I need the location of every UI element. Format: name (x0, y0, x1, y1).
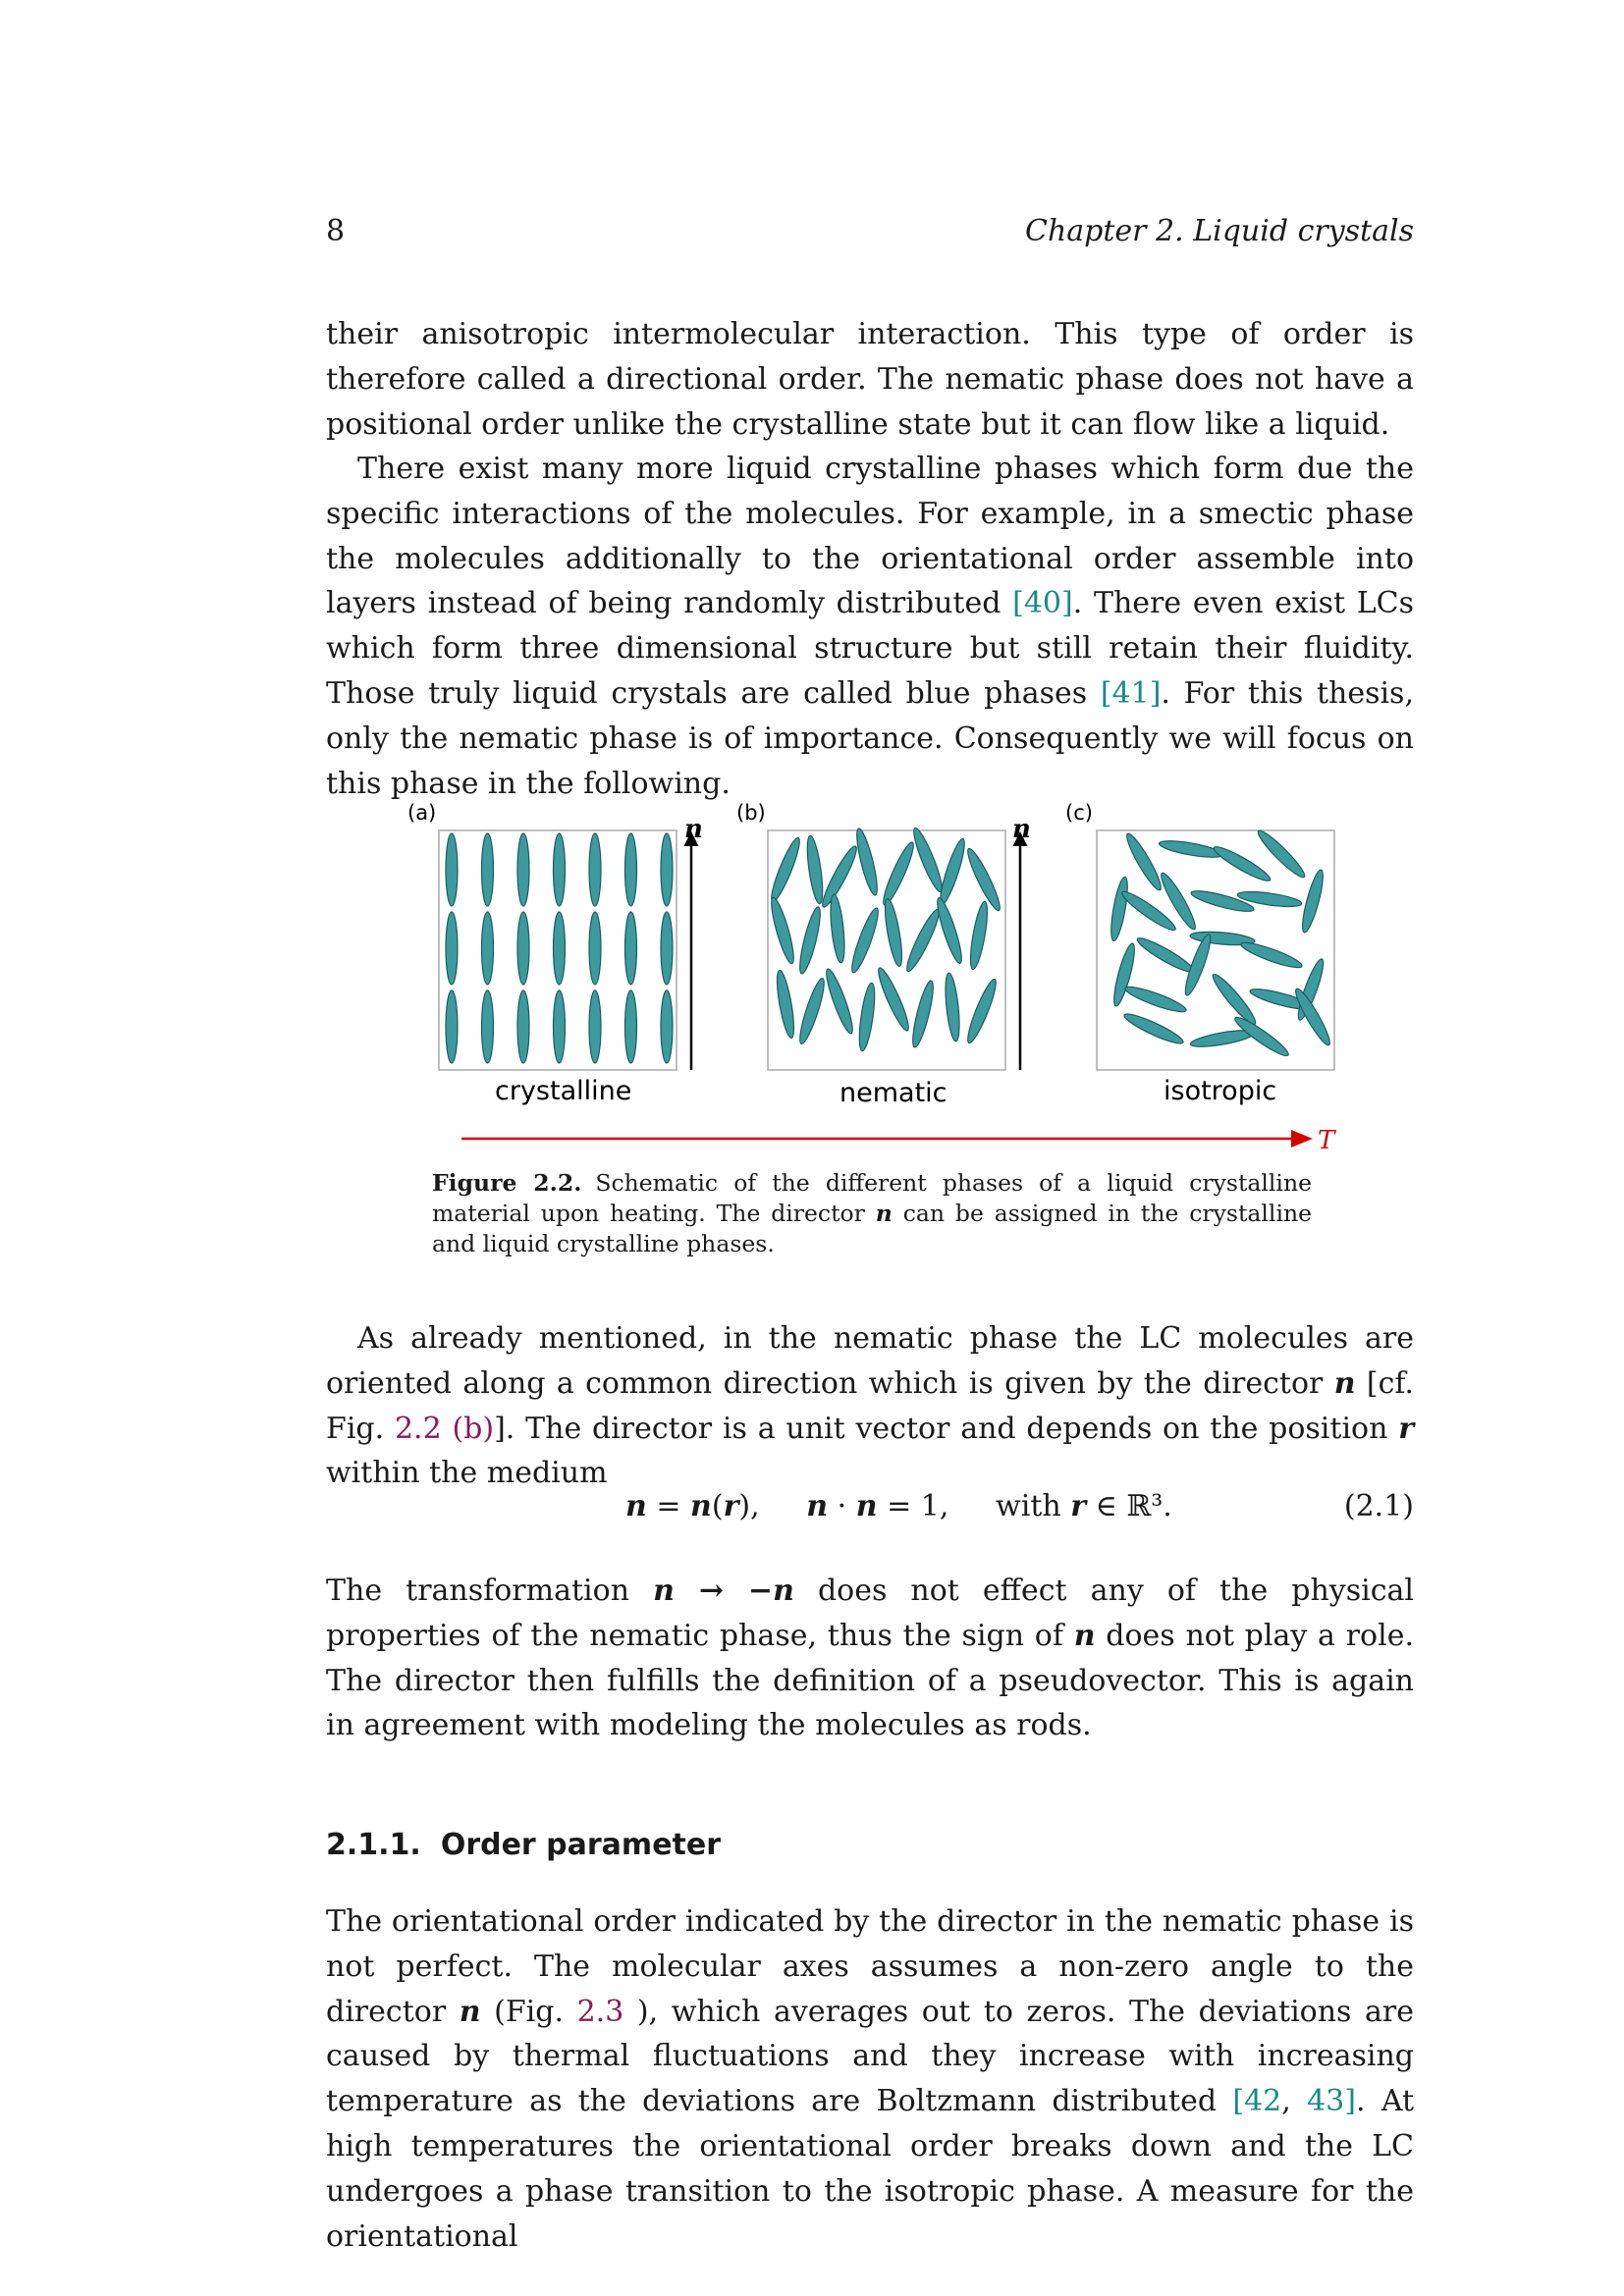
section-number: 2.1.1. (326, 1828, 421, 1862)
molecule-crystalline (554, 990, 566, 1063)
paragraph-4-text-c: does not play a role. The director then fulfills the definition of a pseudovector. This is again in agreement with modeling the molecules as rods. (326, 1618, 1414, 1743)
molecule-nematic (936, 837, 968, 906)
paragraph-5-text-d: . At high temperatures the orientational order breaks down and the LC undergoes a phase transition to the isotropic phase. A measure for the orientational (326, 2084, 1415, 2254)
molecule-nematic (879, 840, 917, 908)
molecule-crystalline (446, 833, 458, 906)
molecule-nematic (853, 828, 882, 897)
molecule-nematic (804, 835, 826, 905)
molecule-crystalline (589, 990, 601, 1063)
molecule-crystalline (482, 990, 494, 1063)
equation-2-1 (326, 1484, 1414, 1529)
running-title: Chapter 2. Liquid crystals (1024, 214, 1414, 248)
molecule-nematic (909, 980, 938, 1049)
paragraph-2-text-a: There exist many more liquid crystalline phases which form due the specific interactions of the molecules. For example, in a smectic phase the molecules additionally to the orientational order assemble into layers instead of being randomly distributed (326, 452, 1414, 621)
director-label-a: n (684, 815, 703, 844)
citation-separator: , (1281, 2084, 1308, 2119)
molecule-nematic (882, 897, 905, 967)
molecule-nematic (856, 983, 878, 1052)
paragraph-3-text-b: [cf. Fig. (326, 1365, 1414, 1446)
molecule-crystalline (554, 912, 566, 985)
paragraph-4 (326, 1569, 1414, 1748)
molecule-isotropic (1299, 869, 1327, 934)
director-label-b: n (1012, 815, 1031, 844)
citation-43[interactable]: 43 (1307, 2084, 1345, 2119)
molecule-nematic (795, 977, 828, 1045)
figure-caption (432, 1168, 1312, 1259)
director-symbol-2: n (1073, 1618, 1096, 1653)
molecule-nematic (847, 906, 882, 975)
citation-41[interactable]: [41] (1100, 675, 1162, 711)
citation-bracket-open: [ (1232, 2084, 1245, 2119)
molecule-isotropic (1122, 830, 1164, 892)
panel-c-label: isotropic (1164, 1076, 1277, 1106)
eq-r2: r (1070, 1489, 1087, 1523)
molecule-isotropic (1239, 938, 1304, 972)
paragraph-5-text-c: ), which averages out to zeros. The deviations are caused by thermal fluctuations and they increase with increasing temperature as the deviations are Boltzmann distributed (326, 1994, 1415, 2119)
molecule-isotropic (1123, 983, 1188, 1016)
molecule-isotropic (1134, 934, 1196, 976)
paragraph-2-text-b: . There even exist LCs which form three dimensional structure but still retain their fluidity. Those truly liquid crystals are called blue phases (326, 586, 1414, 711)
paragraph-3-text-a: As already mentioned, in the nematic phase the LC molecules are oriented along a common direction which is given by the director (326, 1321, 1414, 1401)
molecule-nematic (796, 906, 825, 976)
molecule-nematic (774, 969, 797, 1039)
molecule-isotropic (1209, 971, 1260, 1028)
section-title: Order parameter (440, 1828, 722, 1862)
molecule-crystalline (517, 990, 529, 1063)
figure-ref-2-2b[interactable]: 2.2 (b) (394, 1411, 495, 1446)
molecule-crystalline (482, 912, 494, 985)
molecule-nematic (768, 896, 798, 966)
molecule-crystalline (589, 833, 601, 906)
molecule-nematic (767, 835, 803, 903)
molecule-nematic (828, 894, 846, 964)
molecule-isotropic (1108, 876, 1130, 941)
molecule-crystalline (661, 833, 673, 906)
paragraph-3 (326, 1316, 1414, 1496)
molecule-crystalline (625, 912, 637, 985)
paragraph-5-text-a: The orientational order indicated by the director in the nematic phase is not perfect. The molecular axes assumes a non-zero angle to the director (326, 1904, 1414, 2029)
paragraph-1-text: their anisotropic intermolecular interaction. This type of order is therefore called a directional order. The nematic phase does not have a positional order unlike the crystalline state but it can flow like a liquid. (326, 317, 1414, 442)
paragraph-5-text-b: (Fig. (480, 1994, 577, 2029)
eq-paren-open: ( (711, 1489, 724, 1523)
equation-number: (2.1) (1343, 1489, 1414, 1523)
eq-with: = 1, with (877, 1489, 1071, 1523)
molecule-crystalline (446, 912, 458, 985)
eq-n3: n (806, 1489, 829, 1523)
molecule-crystalline (517, 912, 529, 985)
figure-2-2 (398, 793, 1335, 1166)
eq-n1: n (625, 1489, 647, 1523)
molecule-isotropic (1122, 1010, 1186, 1048)
panel-b-letter: (b) (736, 801, 766, 825)
molecule-crystalline (625, 833, 637, 906)
temperature-arrowhead (1291, 1130, 1313, 1148)
citation-42[interactable]: 42 (1244, 2084, 1282, 2119)
paragraph-2-text-c: . For this thesis, only the nematic phase is of importance. Consequently we will focus on this phase in the following. (326, 675, 1414, 801)
caption-text-b: can be assigned in the crystalline and liquid crystalline phases. (432, 1200, 1313, 1257)
caption-label: Figure 2.2. (432, 1169, 582, 1197)
temperature-label: T (1318, 1126, 1335, 1155)
molecule-nematic (818, 843, 860, 909)
eq-n2: n (690, 1489, 712, 1523)
citation-bracket-close: ] (1344, 2084, 1356, 2119)
molecule-crystalline (517, 833, 529, 906)
paragraph-3-text-c: ]. The director is a unit vector and depends on the position (494, 1411, 1399, 1446)
director-symbol-3: n (459, 1994, 481, 2029)
caption-text-a: Schematic of the different phases of a liquid crystalline material upon heating. The director (432, 1169, 1312, 1227)
page-number: 8 (326, 214, 346, 248)
transformation-expression: n → −n (653, 1574, 794, 1608)
paragraph-4-text-b: does not effect any of the physical properties of the nematic phase, thus the sign of (326, 1574, 1414, 1653)
paragraph-2 (326, 447, 1414, 806)
panel-b-label: nematic (839, 1078, 947, 1108)
molecule-crystalline (554, 833, 566, 906)
molecule-crystalline (482, 833, 494, 906)
caption-director-symbol: n (875, 1200, 893, 1227)
panel-a-label: crystalline (495, 1076, 632, 1106)
page-header (326, 214, 1414, 253)
molecule-nematic (933, 896, 965, 965)
molecule-crystalline (446, 990, 458, 1063)
paragraph-3-text-d: within the medium (326, 1456, 608, 1491)
eq-eq1: = (646, 1489, 691, 1523)
molecule-nematic (874, 966, 912, 1034)
eq-n4: n (855, 1489, 878, 1523)
panel-b-molecules (767, 826, 1003, 1051)
molecule-nematic (963, 977, 1000, 1044)
molecule-nematic (909, 826, 946, 893)
citation-40[interactable]: [40] (1012, 586, 1073, 621)
figure-ref-2-3[interactable]: 2.3 (576, 1994, 624, 2029)
eq-paren-close: ), (738, 1489, 807, 1523)
molecule-crystalline (625, 990, 637, 1063)
molecule-isotropic (1190, 887, 1256, 916)
director-symbol: n (1333, 1365, 1356, 1401)
eq-r1: r (723, 1489, 739, 1523)
eq-domain: ∈ ℝ³. (1086, 1489, 1172, 1523)
paragraph-1 (326, 312, 1414, 447)
panel-c-letter: (c) (1065, 801, 1093, 825)
position-symbol: r (1398, 1411, 1415, 1446)
section-heading (326, 1828, 721, 1862)
paragraph-4-text-a: The transformation (326, 1574, 654, 1608)
molecule-isotropic (1110, 942, 1139, 1008)
molecule-nematic (822, 967, 856, 1036)
panel-a-letter: (a) (407, 801, 437, 825)
molecule-nematic (967, 900, 991, 970)
paragraph-5 (326, 1899, 1414, 2259)
equation-body (625, 1484, 1172, 1529)
molecule-nematic (943, 973, 961, 1042)
molecule-crystalline (661, 990, 673, 1063)
molecule-nematic (902, 907, 943, 974)
molecule-crystalline (661, 912, 673, 985)
molecule-isotropic (1211, 842, 1272, 884)
phase-schematic (398, 793, 1335, 1166)
molecule-crystalline (589, 912, 601, 985)
eq-dot: · (828, 1489, 856, 1523)
panel-c-molecules (1108, 827, 1333, 1059)
panel-a-molecules (446, 833, 673, 1063)
